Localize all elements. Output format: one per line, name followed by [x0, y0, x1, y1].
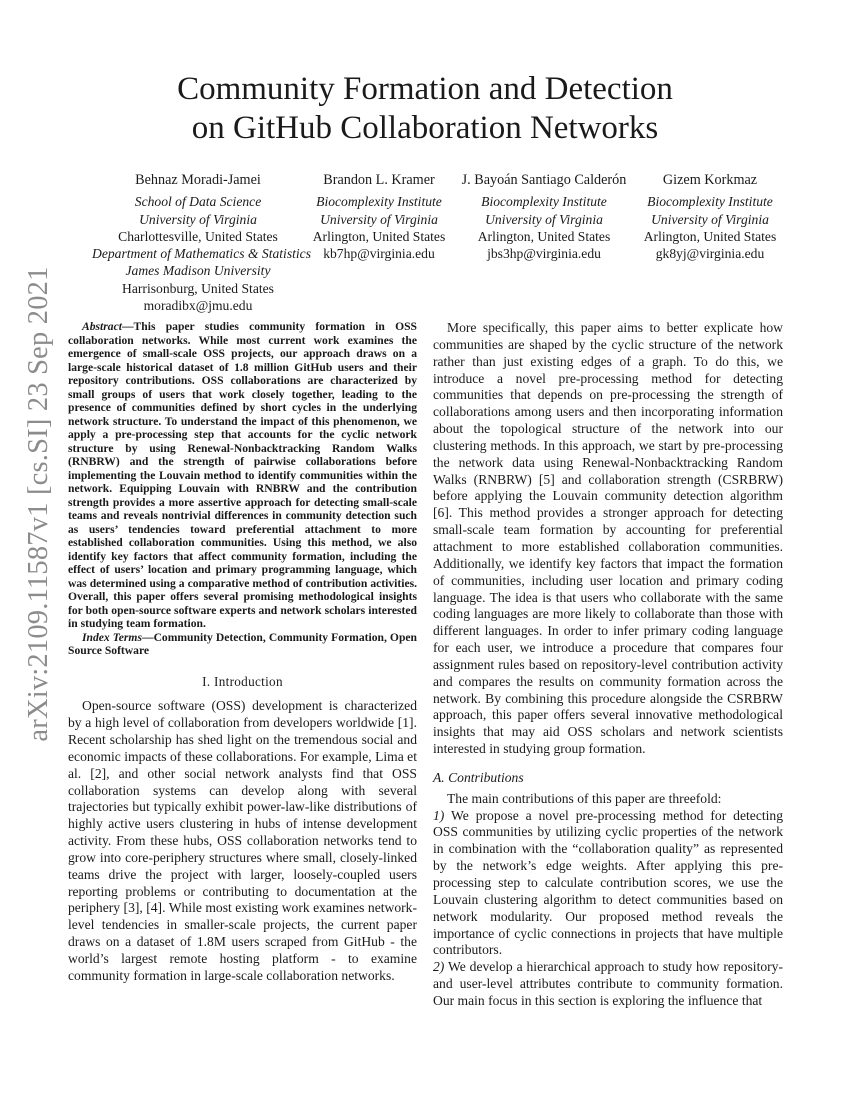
author-location: Charlottesville, United States: [118, 228, 278, 244]
author-email: kb7hp@virginia.edu: [323, 246, 435, 262]
abstract-text: —This paper studies community formation in OSS collaboration networks. While most current work examines the emergence of small-scale OSS projects, our approach draws on a large-scale historical dataset of 1.8 million GitHub users and their repository contributions. OSS collaborations are characterized by small groups of users that work closely together, leading to the presence of communities defined by short cycles in the underlying network structure. To understand the impact of this phenomenon, we apply a pre-processing step that accounts for the cyclic network structure by using Renewal-Nonbacktracking Random Walks (RNBRW) and the strength of pairwise collaborations before implementing the Louvain method to identify communities within the network. Equipping Louvain with RNBRW and the contribution strength provides a more assertive approach for detecting small-scale teams and reveals nontrivial differences in community detection such as users’ tendencies toward preferential attachment to more established collaboration communities. Using this method, we also identify key factors that affect community formation, including the effect of users’ location and primary programming language, which was determined using a comparative method of contribution activities. Overall, this paper offers several promising methodological insights for both open-source software experts and network scholars interested in studying team formation.: [68, 320, 417, 630]
index-terms-label: Index Terms: [82, 630, 142, 644]
author-email: gk8yj@virginia.edu: [655, 246, 765, 262]
title-line-2: on GitHub Collaboration Networks: [191, 110, 659, 146]
arxiv-identifier: arXiv:2109.11587v1 [cs.SI] 23 Sep 2021: [23, 266, 54, 742]
body-paragraph: More specifically, this paper aims to better explicate how communities are shaped by the cyclic structure of the network rather than just existing edges of a graph. To do this, we introduce a novel pre-processing method for detecting communities that depends on pre-processing the strength of collaborations among users and then incorporating information about the topological structure of the network into our clustering methods. In this approach, we start by pre-processing the network data using Renewal-Nonbacktracking Random Walks (RNBRW) [5] and collaboration strength (CSRBRW) before applying the Louvain community detection algorithm [6]. This method provides a stronger approach for detecting small-scale team formation by accounting for preferential attachment to more established collaboration communities. Additionally, we identify key factors that impact the formation of communities, including user location and primary coding language. The idea is that users who collaborate with the same coding languages are more likely to collaborate than those with different languages. In order to infer primary coding language for each user, we introduce a procedure that compares four assignment rules based on repository-level contribution activity and compares the results on community formation across the network. By combining this procedure alongside the CSRBRW approach, this paper offers several innovative methodological insights that may aid OSS scholars and network scientists interested in studying group formation.: [433, 320, 783, 757]
contribution-number: 1): [433, 807, 445, 823]
author-affiliation: School of Data Science: [134, 194, 262, 210]
abstract: [68, 320, 417, 631]
title-line-1: Community Formation and Detection: [177, 71, 673, 107]
arxiv-identifier-stamp: [8, 266, 70, 742]
abstract-label: Abstract: [82, 320, 122, 333]
author-location: Arlington, United States: [477, 228, 611, 244]
author-block-1: [92, 172, 311, 314]
index-terms-text: —Community Detection, Community Formation, Open Source Software: [68, 630, 417, 657]
introduction-paragraph: Open-source software (OSS) development is characterized by a high level of collaboration from developers worldwide [1]. Recent scholarship has shed light on the tremendous social and economic impacts of these collaborations. For example, Lima et al. [2], and other social network analysts find that OSS collaboration systems can develop along with several trajectories but typically exhibit power-law-like distributions of highly active users clustering in hubs of intense development activity. From these hubs, OSS collaboration networks tend to grow into core-periphery structures where small, closely-linked teams drive the project with larger, loosely-coupled users reporting problems or contributing to documentation at the periphery [3], [4]. While most existing work examines network-level tendencies in smaller-scale projects, the current paper draws on a dataset of 1.8M users scraped from GitHub - the world’s largest remote hosting platform - to examine community formation in large-scale collaboration networks.: [68, 698, 417, 983]
author-location: Arlington, United States: [643, 228, 777, 244]
author-affiliation: Department of Mathematics & Statistics: [92, 246, 311, 262]
paper-title: [0, 70, 850, 148]
author-block-4: [634, 172, 786, 262]
contribution-text: We develop a hierarchical approach to study how repository- and user-level attributes contribute to community formation. Our main focus in this section is exploring the influence that: [433, 959, 784, 1008]
author-affiliation: University of Virginia: [139, 211, 257, 227]
contributions-intro: The main contributions of this paper are threefold:: [447, 790, 722, 806]
author-name: Brandon L. Kramer: [323, 172, 435, 188]
author-affiliation: Biocomplexity Institute: [316, 194, 442, 210]
author-email: jbs3hp@virginia.edu: [487, 246, 601, 262]
contribution-item: [433, 959, 783, 1010]
section-heading-introduction: I. Introduction: [202, 673, 283, 689]
author-affiliation: Biocomplexity Institute: [647, 194, 773, 210]
author-name: Gizem Korkmaz: [662, 172, 758, 188]
right-column: [433, 320, 783, 1010]
author-location: Harrisonburg, United States: [122, 280, 274, 296]
subsection-heading-contributions: A. Contributions: [433, 769, 524, 785]
author-name: J. Bayoán Santiago Calderón: [461, 172, 627, 188]
author-affiliation: James Madison University: [125, 263, 271, 279]
author-location: Arlington, United States: [312, 228, 446, 244]
contribution-item: [433, 808, 783, 960]
contribution-text: We propose a novel pre-processing method for detecting OSS communities by utilizing cyclic properties of the network in combination with the “collaboration quality” as represented by the network’s edge weights. After applying this pre-processing step to calculate contribution scores, we use the Louvain clustering algorithm to detect communities based on network modularity. Our proposed method reveals the importance of cyclic connections in projects that have multiple contributors.: [433, 807, 783, 958]
author-block-2: [305, 172, 453, 262]
left-column: [68, 320, 417, 985]
contribution-number: 2): [433, 959, 445, 975]
author-affiliation: Biocomplexity Institute: [481, 194, 607, 210]
author-affiliation: University of Virginia: [485, 211, 603, 227]
author-affiliation: University of Virginia: [651, 211, 769, 227]
index-terms: [68, 631, 417, 658]
author-name: Behnaz Moradi-Jamei: [135, 172, 261, 188]
author-affiliation: University of Virginia: [320, 211, 438, 227]
author-email: moradibx@jmu.edu: [143, 298, 253, 314]
author-block-3: [456, 172, 632, 262]
